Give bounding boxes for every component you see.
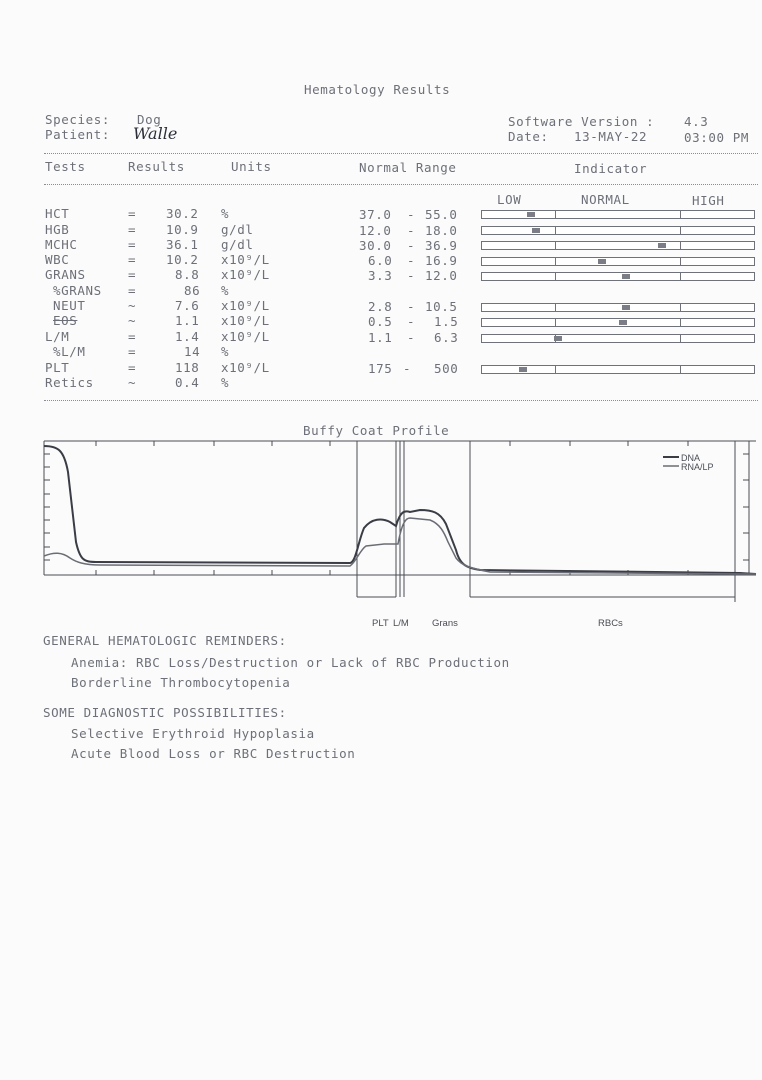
test-unit: x10⁹/L [221,313,270,328]
test-unit: g/dl [221,237,254,252]
col-units: Units [231,159,272,174]
test-name: PLT [45,360,70,375]
label-rbcs: RBCs [598,618,623,629]
indicator-bar [481,226,755,235]
legend-rna-lp: RNA/LP [681,462,714,472]
test-unit: g/dl [221,222,254,237]
test-result: 36.1 [166,237,199,252]
columns-rule [44,184,758,185]
reminder-item: Anemia: RBC Loss/Destruction or Lack of RBC Production [71,655,510,670]
indicator-marker [622,305,630,310]
test-result: 8.8 [175,267,200,282]
indicator-marker [619,320,627,325]
test-operator: ~ [128,313,137,328]
indicator-bar [481,365,755,374]
time-value: 03:00 PM [684,130,750,145]
test-result: 1.4 [175,329,200,344]
range-high: 500 [434,361,459,376]
indicator-bar [481,272,755,281]
test-name: NEUT [53,298,86,313]
range-separator: - [407,314,416,329]
indicator-normal-label: NORMAL [581,192,630,207]
header-rule [44,153,758,154]
indicator-marker [532,228,540,233]
test-name: EOS [53,313,78,328]
diagnostics-heading: SOME DIAGNOSTIC POSSIBILITIES: [43,705,287,720]
range-low: 175 [368,361,393,376]
indicator-marker [622,274,630,279]
test-unit: x10⁹/L [221,329,270,344]
report-title: Hematology Results [304,82,451,97]
test-operator: = [128,252,137,267]
test-result: 7.6 [175,298,200,313]
col-tests: Tests [45,159,86,174]
range-separator: - [407,268,416,283]
range-separator: - [407,223,416,238]
test-operator: = [128,360,137,375]
species-value: Dog [137,112,162,127]
indicator-marker [554,336,562,341]
legend-dna: DNA [681,453,701,463]
range-separator: - [407,299,416,314]
test-operator: ~ [128,298,137,313]
test-operator: = [128,222,137,237]
label-plt: PLT [372,618,389,629]
test-operator: = [128,283,137,298]
indicator-bar [481,257,755,266]
results-rule [44,400,758,401]
range-separator: - [403,361,412,376]
range-low: 12.0 [359,223,392,238]
test-unit: % [221,375,230,390]
range-low: 1.1 [368,330,393,345]
reminders-heading: GENERAL HEMATOLOGIC REMINDERS: [43,633,287,648]
test-operator: = [128,344,137,359]
software-version-value: 4.3 [684,114,709,129]
test-result: 86 [184,283,201,298]
range-separator: - [407,330,416,345]
diagnostic-item: Selective Erythroid Hypoplasia [71,726,315,741]
buffy-coat-graph [0,432,762,632]
test-name: MCHC [45,237,78,252]
range-separator: - [407,238,416,253]
test-unit: x10⁹/L [221,298,270,313]
range-separator: - [407,207,416,222]
range-low: 6.0 [368,253,393,268]
col-indicator: Indicator [574,161,648,176]
indicator-marker [527,212,535,217]
test-unit: x10⁹/L [221,267,270,282]
range-separator: - [407,253,416,268]
range-low: 37.0 [359,207,392,222]
test-unit: x10⁹/L [221,360,270,375]
test-name: HGB [45,222,70,237]
range-low: 3.3 [368,268,393,283]
test-result: 0.4 [175,375,200,390]
test-unit: % [221,206,230,221]
range-high: 12.0 [425,268,458,283]
label-grans: Grans [432,618,458,629]
indicator-bar [481,210,755,219]
indicator-bar [481,303,755,312]
range-high: 10.5 [425,299,458,314]
range-low: 30.0 [359,238,392,253]
test-operator: = [128,329,137,344]
test-name: Retics [45,375,94,390]
range-high: 16.9 [425,253,458,268]
buffy-coat-title: Buffy Coat Profile [303,423,450,438]
range-low: 0.5 [368,314,393,329]
test-operator: ~ [128,375,137,390]
label-lm: L/M [393,618,409,629]
reminder-item: Borderline Thrombocytopenia [71,675,291,690]
test-unit: % [221,344,230,359]
indicator-bar [481,241,755,250]
range-high: 55.0 [425,207,458,222]
test-operator: = [128,237,137,252]
test-unit: x10⁹/L [221,252,270,267]
test-name: %GRANS [53,283,102,298]
test-result: 118 [175,360,200,375]
test-operator: = [128,267,137,282]
range-high: 36.9 [425,238,458,253]
test-operator: = [128,206,137,221]
test-result: 14 [184,344,201,359]
range-high: 6.3 [434,330,459,345]
test-result: 1.1 [175,313,200,328]
species-label: Species: [45,112,111,127]
col-normal-range: Normal Range [359,160,457,175]
indicator-marker [519,367,527,372]
test-name: WBC [45,252,70,267]
graph-frame [44,441,756,602]
range-high: 18.0 [425,223,458,238]
indicator-low-label: LOW [497,192,522,207]
patient-value: Walle [133,124,178,143]
test-result: 10.9 [166,222,199,237]
diagnostic-item: Acute Blood Loss or RBC Destruction [71,746,356,761]
test-name: HCT [45,206,70,221]
indicator-marker [658,243,666,248]
date-label: Date: [508,129,549,144]
test-name: GRANS [45,267,86,282]
test-result: 10.2 [166,252,199,267]
test-unit: % [221,283,230,298]
range-low: 2.8 [368,299,393,314]
indicator-bar [481,334,755,343]
range-high: 1.5 [434,314,459,329]
patient-label: Patient: [45,127,111,142]
col-results: Results [128,159,185,174]
indicator-bar [481,318,755,327]
indicator-high-label: HIGH [692,193,725,208]
test-result: 30.2 [166,206,199,221]
date-value: 13-MAY-22 [574,129,648,144]
test-name: %L/M [53,344,86,359]
indicator-marker [598,259,606,264]
software-version-label: Software Version : [508,114,655,129]
test-name: L/M [45,329,70,344]
